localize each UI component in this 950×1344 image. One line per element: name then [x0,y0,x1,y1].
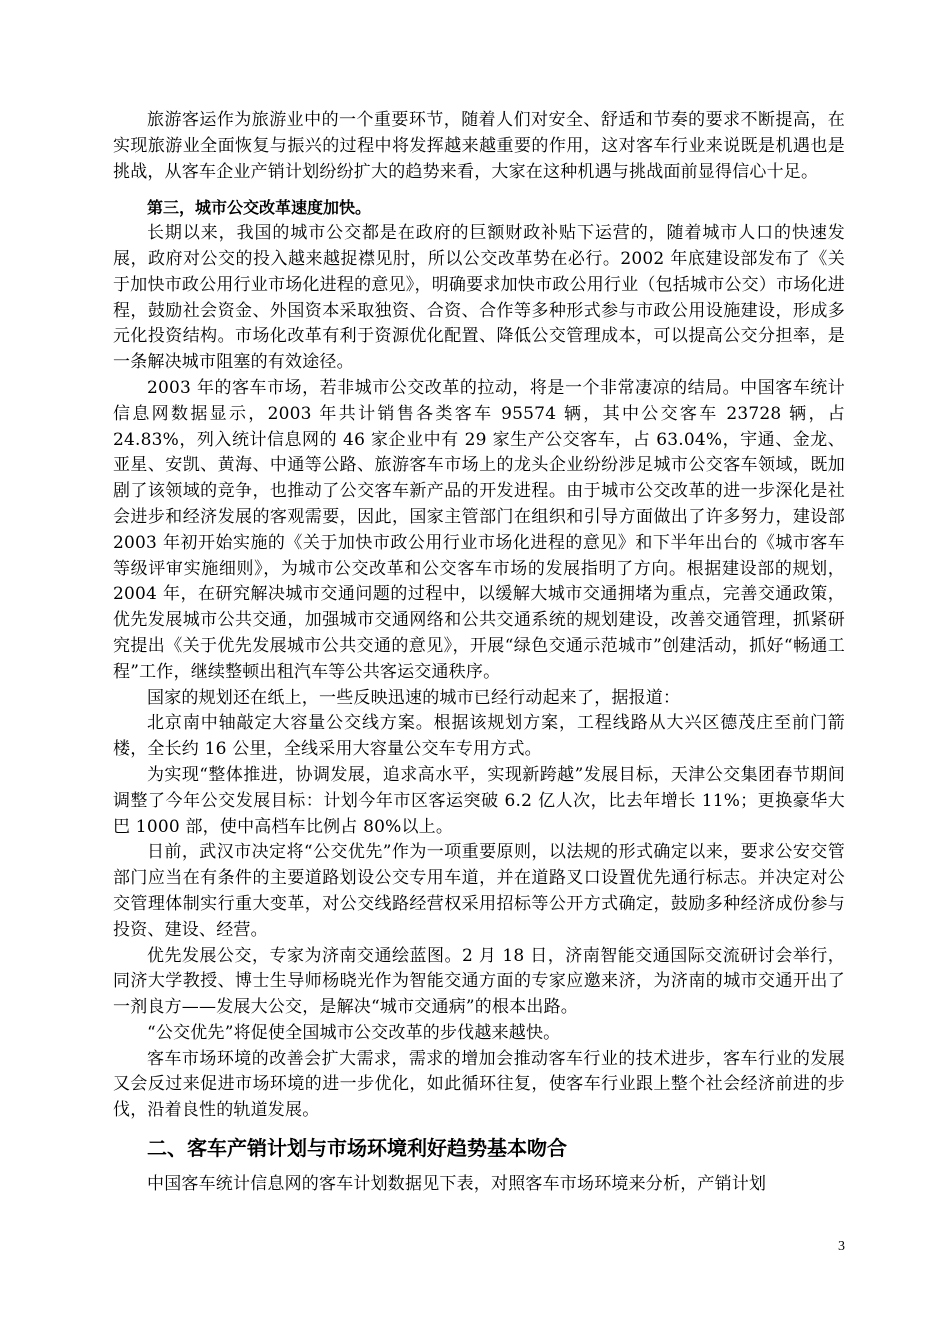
paragraph-market-environment: 客车市场环境的改善会扩大需求，需求的增加会推动客车行业的技术进步，客车行业的发展又会反过来促进市场环境的进一步优化，如此循环往复，使客车行业跟上整个社会经济前进的步伐，沿着良性的轨道发展。 [113,1048,845,1121]
paragraph-public-transit-reform: 长期以来，我国的城市公交都是在政府的巨额财政补贴下运营的，随着城市人口的快速发展，政府对公交的投入越来越捉襟见肘，所以公交改革势在必行。2002 年底建设部发布了《关于加快市政公用行业市场化进程的意见》，明确要求加快市政公用行业（包括城市公交）市场化进程，鼓励社会资金、外国资本采取独资、合资、合作等多种形式参与市政公用设施建设，形成多元化投资结构。市场化改革有利于资源优化配置、降低公交管理成本，可以提高公交分担率，是一条解决城市阻塞的有效途径。 [113,223,845,373]
paragraph-tianjin: 为实现“整体推进，协调发展，追求高水平，实现新跨越”发展目标，天津公交集团春节期间调整了今年公交发展目标：计划今年市区客运突破 6.2 亿人次，比去年增长 11%；更换豪华大巴 1000 部，使中高档车比例占 80%以上。 [113,764,845,837]
paragraph-wuhan: 日前，武汉市决定将“公交优先”作为一项重要原则，以法规的形式确定以来，要求公安交管部门应当在有条件的主要道路划设公交专用车道，并在道路叉口设置优先通行标志。并决定对公交管理体制实行重大变革，对公交线路经营权采用招标等公开方式确定，鼓励多种经济成份参与投资、建设、经营。 [113,842,845,940]
paragraph-beijing: 北京南中轴敲定大容量公交线方案。根据该规划方案，工程线路从大兴区德茂庄至前门箭楼，全长约 16 公里，全线采用大容量公交车专用方式。 [113,713,845,760]
paragraph-tourism-transport: 旅游客运作为旅游业中的一个重要环节，随着人们对安全、舒适和节奏的要求不断提高，在实现旅游业全面恢复与振兴的过程中将发挥越来越重要的作用，这对客车行业来说既是机遇也是挑战，从客车企业产销计划纷纷扩大的趋势来看，大家在这种机遇与挑战面前显得信心十足。 [113,110,845,182]
subheading-third-point: 第三，城市公交改革速度加快。 [147,198,372,218]
paragraph-gap [113,185,845,195]
paragraph-jinan: 优先发展公交，专家为济南交通绘蓝图。2 月 18 日，济南智能交通国际交流研讨会举行，同济大学教授、博士生导师杨晓光作为智能交通方面的专家应邀来济，为济南的城市交通开出了一剂良方——发展大公交，是解决“城市交通病”的根本出路。 [113,945,845,1018]
paragraph-2003-bus-market: 2003 年的客车市场，若非城市公交改革的拉动，将是一个非常凄凉的结局。中国客车统计信息网数据显示，2003 年共计销售各类客车 95574 辆，其中公交客车 23728 辆，占 24.83%，列入统计信息网的 46 家企业中有 29 家生产公交客车，占 63.04%，宇通、金龙、亚星、安凯、黄海、中通等公路、旅游客车市场上的龙头企业纷纷涉足城市公交客车领域，既加剧了该领域的竞争，也推动了公交客车新产品的开发进程。由于城市公交改革的进一步深化是社会进步和经济发展的客观需要，因此，国家主管部门在组织和引导方面做出了许多努力，建设部 2003 年初开始实施的《关于加快市政公用行业市场化进程的意见》和下半年出台的《城市客车等级评审实施细则》，为城市公交改革和公交客车市场的发展指明了方向。根据建设部的规划，2004 年，在研究解决城市交通问题的过程中，以缓解大城市交通拥堵为重点，完善交通政策，优先发展城市公共交通，加强城市交通网络和公共交通系统的规划建设，改善交通管理，抓紧研究提出《关于优先发展城市公共交通的意见》，开展“绿色交通示范城市”创建活动，抓好“畅通工程”工作，继续整顿出租汽车等公共客运交通秩序。 [113,377,845,682]
paragraph-transit-priority: “公交优先”将促使全国城市公交改革的步伐越来越快。 [147,1022,561,1043]
paragraph-city-actions-intro: 国家的规划还在纸上，一些反映迅速的城市已经行动起来了，据报道： [147,687,681,708]
paragraph-plan-data: 中国客车统计信息网的客车计划数据见下表，对照客车市场环境来分析，产销计划 [147,1174,767,1195]
section-heading-two: 二、客车产销计划与市场环境利好趋势基本吻合 [147,1136,567,1161]
page-number: 3 [838,1239,845,1254]
document-page [113,108,845,1198]
